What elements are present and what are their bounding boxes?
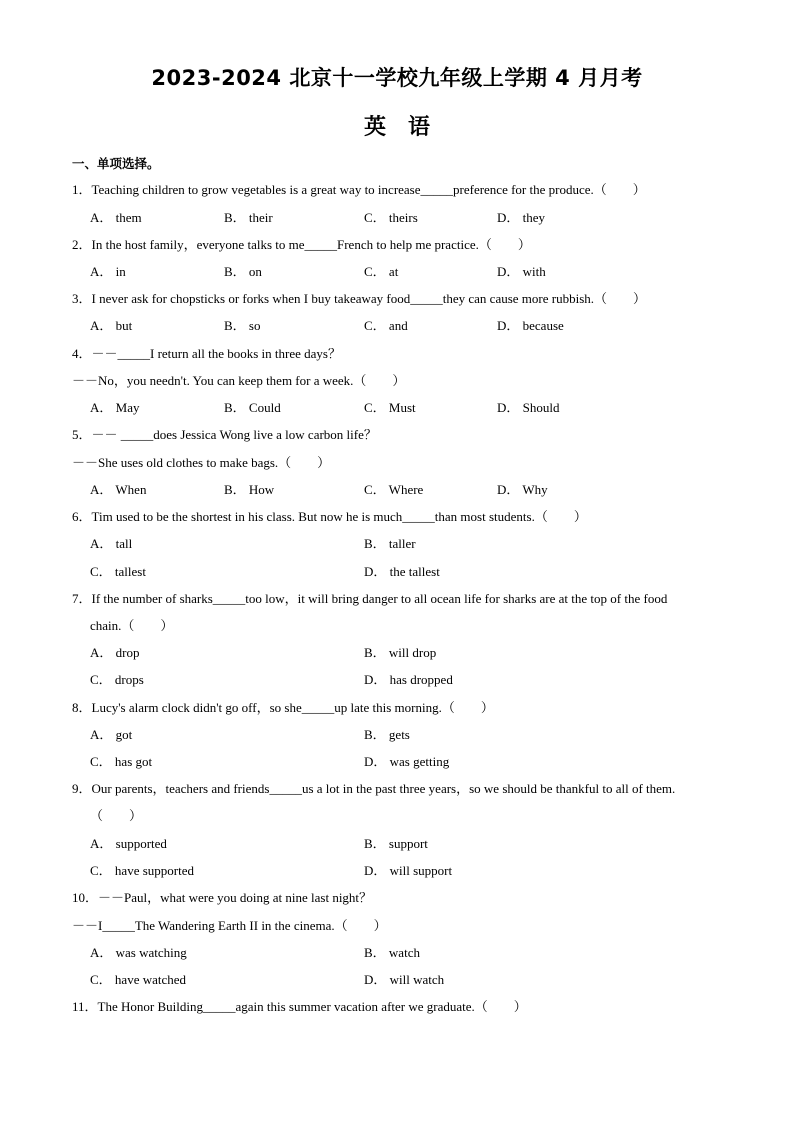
question-7-option-c[interactable]: C． drops [90,672,144,687]
question-10-option-c[interactable]: C． have watched [90,972,187,987]
question-1-option-d[interactable]: D． they [497,210,546,225]
question-8-option-d[interactable]: D． was getting [364,754,450,769]
question-4-option-a[interactable]: A． May [90,400,140,415]
question-9-stem-line-2: （ ） [90,808,143,823]
question-5-option-d[interactable]: D． Why [497,482,548,497]
section-heading: 一、单项选择。 [72,156,160,171]
question-3-option-b[interactable]: B． so [224,318,261,333]
question-10-stem-line-2: －－I_____The Wandering Earth II in the cinema.（ ） [72,918,387,933]
question-9-option-c[interactable]: C． have supported [90,863,194,878]
question-7-option-b[interactable]: B． will drop [364,645,437,660]
subject-title: 英 语 [363,115,430,140]
question-2-option-d[interactable]: D． with [497,264,546,279]
question-4-option-b[interactable]: B． Could [224,400,281,415]
question-10-option-b[interactable]: B． watch [364,945,420,960]
question-1-option-a[interactable]: A． them [90,210,142,225]
question-5-option-c[interactable]: C． Where [364,482,424,497]
question-2-stem: 2．In the host family，everyone talks to me_____French to help me practice.（ ） [72,237,531,252]
question-3-option-a[interactable]: A． but [90,318,133,333]
question-4-option-d[interactable]: D． Should [497,400,560,415]
question-6-stem: 6．Tim used to be the shortest in his class. But now he is much_____than most students.（ ） [72,509,587,524]
question-6-option-c[interactable]: C． tallest [90,564,146,579]
question-9-option-b[interactable]: B． support [364,836,428,851]
question-1-option-c[interactable]: C． theirs [364,210,418,225]
question-7-option-d[interactable]: D． has dropped [364,672,453,687]
question-3-option-c[interactable]: C． and [364,318,408,333]
question-10-option-a[interactable]: A． was watching [90,945,187,960]
question-2-option-a[interactable]: A． in [90,264,126,279]
question-6-option-b[interactable]: B． taller [364,536,416,551]
question-8-option-b[interactable]: B． gets [364,727,410,742]
question-5-option-a[interactable]: A． When [90,482,147,497]
question-6-option-d[interactable]: D． the tallest [364,564,440,579]
question-7-stem: 7．If the number of sharks_____too low，it will bring danger to all ocean life for sharks are at the top of the food [72,591,668,606]
question-8-stem: 8．Lucy's alarm clock didn't go off，so she_____up late this morning.（ ） [72,700,494,715]
question-9-option-d[interactable]: D． will support [364,863,453,878]
question-8-option-a[interactable]: A． got [90,727,133,742]
question-5-option-b[interactable]: B． How [224,482,275,497]
question-2-option-c[interactable]: C． at [364,264,399,279]
question-6-option-a[interactable]: A． tall [90,536,133,551]
question-8-option-c[interactable]: C． has got [90,754,153,769]
exam-title: 2023-2024 北京十一学校九年级上学期 4 月月考 [151,66,643,90]
question-10-option-d[interactable]: D． will watch [364,972,445,987]
question-10-stem: 10．－－Paul，what were you doing at nine last night？ [72,890,373,905]
question-5-stem: 5．－－ _____does Jessica Wong live a low carbon life？ [72,427,377,442]
question-1-stem: 1．Teaching children to grow vegetables is a great way to increase_____preference for the produce.（ ） [72,182,646,197]
question-7-stem-line-2: chain.（ ） [90,618,174,633]
question-3-option-d[interactable]: D． because [497,318,564,333]
question-9-option-a[interactable]: A． supported [90,836,167,851]
question-7-option-a[interactable]: A． drop [90,645,140,660]
question-11-stem: 11．The Honor Building_____again this summer vacation after we graduate.（ ） [72,999,527,1014]
question-5-stem-line-2: －－She uses old clothes to make bags.（ ） [72,455,331,470]
question-4-stem: 4．－－_____I return all the books in three days？ [72,346,341,361]
question-4-option-c[interactable]: C． Must [364,400,416,415]
question-1-option-b[interactable]: B． their [224,210,273,225]
question-9-stem: 9．Our parents，teachers and friends_____us a lot in the past three years，so we should be thankful to all of them. [72,781,676,796]
question-2-option-b[interactable]: B． on [224,264,262,279]
question-4-stem-line-2: －－No，you needn't. You can keep them for a week.（ ） [72,373,406,388]
question-3-stem: 3．I never ask for chopsticks or forks when I buy takeaway food_____they can cause more rubbish.（ ） [72,291,647,306]
